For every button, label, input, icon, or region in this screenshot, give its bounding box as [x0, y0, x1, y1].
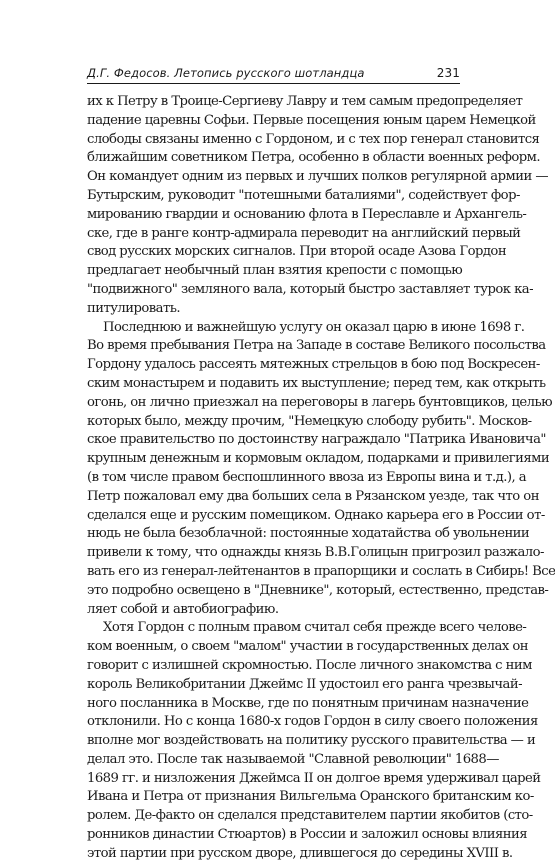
text-line: ком военным, о своем "малом" участии в государственных делах он — [87, 639, 528, 655]
text-line: ного посланника в Москве, где по понятным причинам назначение — [87, 695, 529, 711]
page-number: 231 — [436, 66, 460, 80]
text-line: вполне мог воздействовать на политику русского правительства — и — [87, 733, 536, 749]
text-line: которых было, между прочим, "Немецкую слободу рубить". Москов- — [87, 413, 532, 429]
text-line: король Великобритании Джеймс II удостоил его ранга чрезвычай- — [87, 676, 522, 692]
paragraph — [87, 619, 541, 863]
text-line: падение царевны Софьи. Первые посещения юным царем Немецкой — [87, 112, 536, 128]
text-line: "подвижного" земляного вала, который быстро заставляет турок ка- — [87, 281, 533, 297]
text-line: Гордону удалось рассеять мятежных стрельцов в бою под Воскресен- — [87, 357, 540, 373]
text-line: мированию гвардии и основанию флота в Переславле и Архангель- — [87, 206, 527, 222]
running-title: Д.Г. Федосов. Летопись русского шотландца — [87, 66, 365, 80]
text-line: свод русских морских сигналов. При второй осаде Азова Гордон — [87, 244, 507, 260]
body-text — [87, 93, 555, 864]
text-line: предлагает необычный план взятия крепости с помощью — [87, 263, 463, 279]
text-line: 1689 гг. и низложения Джеймса II он долгое время удерживал царей — [87, 770, 541, 786]
text-line: Он командует одним из первых и лучших полков регулярной армии — — [87, 169, 548, 185]
text-line: ближайшим советником Петра, особенно в области военных реформ. — [87, 150, 541, 166]
text-line: сделался еще и русским помещиком. Однако карьера его в России от- — [87, 507, 545, 523]
header-rule — [87, 83, 460, 84]
text-line: Во время пребывания Петра на Западе в составе Великого посольства — [87, 338, 546, 354]
text-line: Последнюю и важнейшую услугу он оказал царю в июне 1698 г. — [103, 319, 525, 335]
text-line: это подробно освещено в "Дневнике", который, естественно, представ- — [87, 582, 549, 598]
text-line: Бутырским, руководит "потешными баталиями", содействует фор- — [87, 187, 520, 203]
paragraph — [87, 319, 555, 620]
text-line: Петр пожаловал ему два больших села в Рязанском уезде, так что он — [87, 488, 539, 504]
text-line: вать его из генерал-лейтенантов в прапорщики и сослать в Сибирь! Все — [87, 563, 555, 579]
running-head — [87, 66, 460, 80]
text-line: ское правительство по достоинству награждало "Патрика Ивановича" — [87, 432, 546, 448]
text-line: нюдь не была безоблачной: постоянные ходатайства об увольнении — [87, 526, 530, 542]
text-line: отклонили. Но с конца 1680-х годов Гордон в силу своего положения — [87, 714, 538, 730]
text-line: слободы связаны именно с Гордоном, и с тех пор генерал становится — [87, 131, 540, 147]
text-line: привели к тому, что однажды князь В.В.Голицын пригрозил разжало- — [87, 545, 544, 561]
text-line: ролем. Де-факто он сделался представителем партии якобитов (сто- — [87, 808, 533, 824]
text-line: их к Петру в Троице-Сергиеву Лавру и тем самым предопределяет — [87, 94, 523, 109]
text-line: ляет собой и автобиографию. — [87, 601, 279, 617]
text-line: Ивана и Петра от признания Вильгельма Оранского британским ко- — [87, 789, 534, 805]
text-line: говорит с излишней скромностью. После личного знакомства с ним — [87, 657, 532, 673]
text-line: питулировать. — [87, 300, 180, 316]
text-line: делал это. После так называемой "Славной революции" 1688— — [87, 751, 499, 767]
text-line: ским монастырем и подавить их выступление; перед тем, как открыть — [87, 375, 546, 391]
paragraph — [87, 93, 548, 319]
text-line: ронников династии Стюартов) в России и заложил основы влияния — [87, 827, 527, 843]
text-line: ске, где в ранге контр-адмирала переводит на английский первый — [87, 225, 521, 241]
text-line: крупным денежным и кормовым окладом, подарками и привилегиями — [87, 451, 550, 467]
text-line: (в том числе правом беспошлинного ввоза из Европы вина и т.д.), а — [87, 469, 527, 485]
text-line: огонь, он лично приезжал на переговоры в лагерь бунтовщиков, целью — [87, 394, 553, 410]
text-line: Хотя Гордон с полным правом считал себя прежде всего челове- — [103, 620, 527, 636]
text-line: этой партии при русском дворе, длившегося до середины XVIII в. — [87, 845, 513, 861]
